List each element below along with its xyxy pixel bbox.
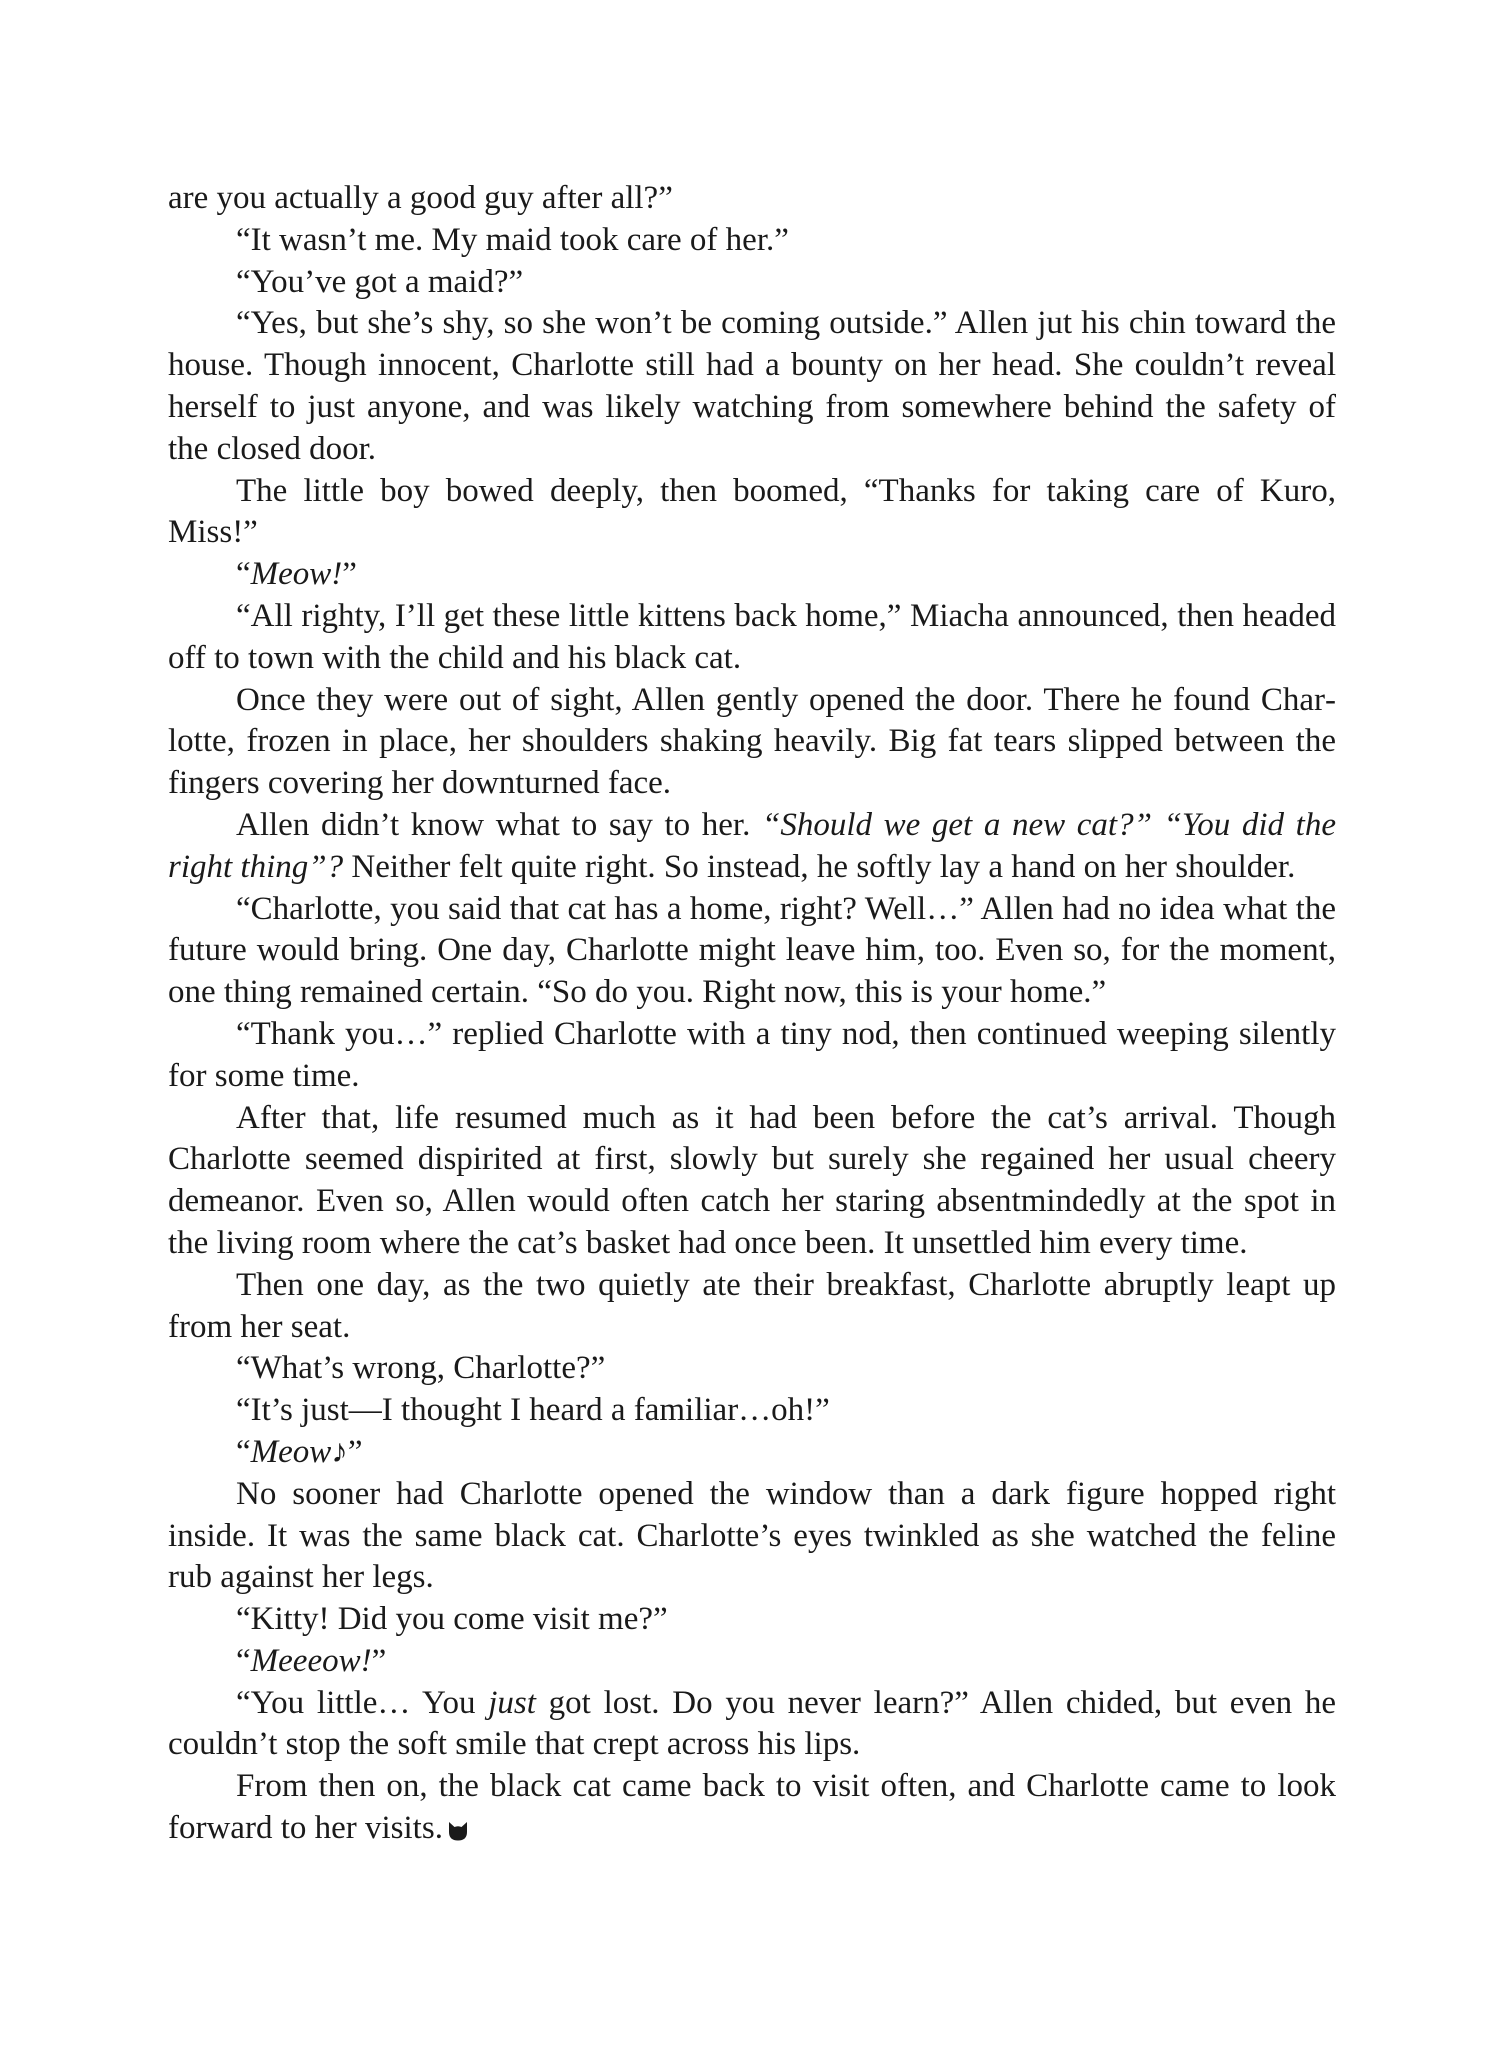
paragraph [168, 1348, 1336, 1390]
text-run: ” [342, 556, 357, 593]
text-run: are you actually a good guy after all?” [168, 180, 673, 216]
paragraph [168, 1683, 1336, 1767]
text-run: No sooner had Charlotte opened the window than a dark figure hopped right inside. It was the same black cat. Charlotte’s eyes twinkled as she watched the feline rub against her legs. [168, 1475, 1336, 1596]
text-run: “All righty, I’ll get these little kittens back home,” Miacha announced, then headed off to town with the child and his black cat. [168, 597, 1336, 676]
italic-text: Meeeow! [250, 1642, 372, 1679]
paragraph [168, 471, 1336, 555]
italic-text: just [488, 1684, 536, 1721]
text-run: “ [236, 1433, 251, 1470]
paragraph [168, 1098, 1336, 1265]
page-body [168, 178, 1336, 1850]
text-run: “It wasn’t me. My maid took care of her.” [236, 221, 789, 258]
paragraph [168, 554, 1336, 596]
text-run: “ [236, 1642, 251, 1679]
italic-text: Meow! [250, 556, 343, 593]
text-run: Allen didn’t know what to say to her. [236, 806, 762, 843]
italic-text: “Should we get a new cat?” “You did the right thing”? [168, 806, 1336, 885]
paragraph [168, 596, 1336, 680]
paragraph [168, 220, 1336, 262]
paragraph [168, 680, 1336, 805]
text-run: “Charlotte, you said that cat has a home, right? Well…” Allen had no idea what the future would bring. One day, Charlotte might leave him, too. Even so, for the moment, one thing remained certain. “So do you. Right now, this is your home.” [168, 890, 1336, 1011]
text-run: “Kitty! Did you come visit me?” [236, 1601, 668, 1638]
paragraph [168, 1474, 1336, 1599]
text-run: Then one day, as the two quietly ate their breakfast, Charlotte abruptly leapt up from her seat. [168, 1266, 1336, 1345]
paragraph [168, 1014, 1336, 1098]
text-run: After that, life resumed much as it had been before the cat’s arrival. Though Charlotte seemed dispirited at first, slowly but surely she regained her usual cheery demeanor. Even so, Allen would often catch her staring absentmindedly at the spot in the living room where the cat’s basket had once been. It unsettled him every time. [168, 1099, 1336, 1261]
text-run: “Yes, but she’s shy, so she won’t be coming outside.” Allen jut his chin toward the house. Though innocent, Charlotte still had a bounty on her head. She couldn’t reveal herself to just anyone, and was likely watching from somewhere behind the safety of the closed door. [168, 305, 1336, 467]
text-run: Once they were out of sight, Allen gently opened the door. There he found Charlotte, frozen in place, her shoulders shaking heavily. Big fat tears slipped between the fingers covering her downturned face. [168, 681, 1336, 802]
text-run: The little boy bowed deeply, then boomed, “Thanks for taking care of Kuro, Miss!” [168, 472, 1336, 551]
italic-text: Meow♪ [250, 1433, 348, 1470]
text-run: “ [236, 556, 251, 593]
text-run: “Thank you…” replied Charlotte with a tiny nod, then continued weeping silently for some time. [168, 1015, 1336, 1094]
paragraph [168, 1766, 1336, 1850]
text-run: “You little… You [236, 1684, 489, 1721]
paragraph [168, 1641, 1336, 1683]
paragraph [168, 178, 1336, 220]
text-run: Neither felt quite right. So instead, he softly lay a hand on her shoulder. [343, 848, 1296, 885]
paragraph [168, 889, 1336, 1014]
cat-head-icon [447, 1820, 469, 1842]
text-run: “What’s wrong, Charlotte?” [236, 1350, 606, 1387]
paragraph [168, 1432, 1336, 1474]
paragraph [168, 1390, 1336, 1432]
text-run: “You’ve got a maid?” [236, 263, 524, 300]
paragraph [168, 805, 1336, 889]
text-run: ” [347, 1433, 363, 1470]
text-run: From then on, the black cat came back to visit often, and Charlotte came to look forward to her visits. [168, 1768, 1336, 1847]
paragraph [168, 1599, 1336, 1641]
text-run: “It’s just—I thought I heard a familiar…oh!” [236, 1392, 830, 1429]
paragraph [168, 303, 1336, 470]
text-run: got lost. Do you never learn?” Allen chided, but even he couldn’t stop the soft smile that crept across his lips. [168, 1684, 1336, 1763]
paragraph [168, 1265, 1336, 1349]
paragraph [168, 262, 1336, 304]
text-run: ” [371, 1642, 387, 1679]
